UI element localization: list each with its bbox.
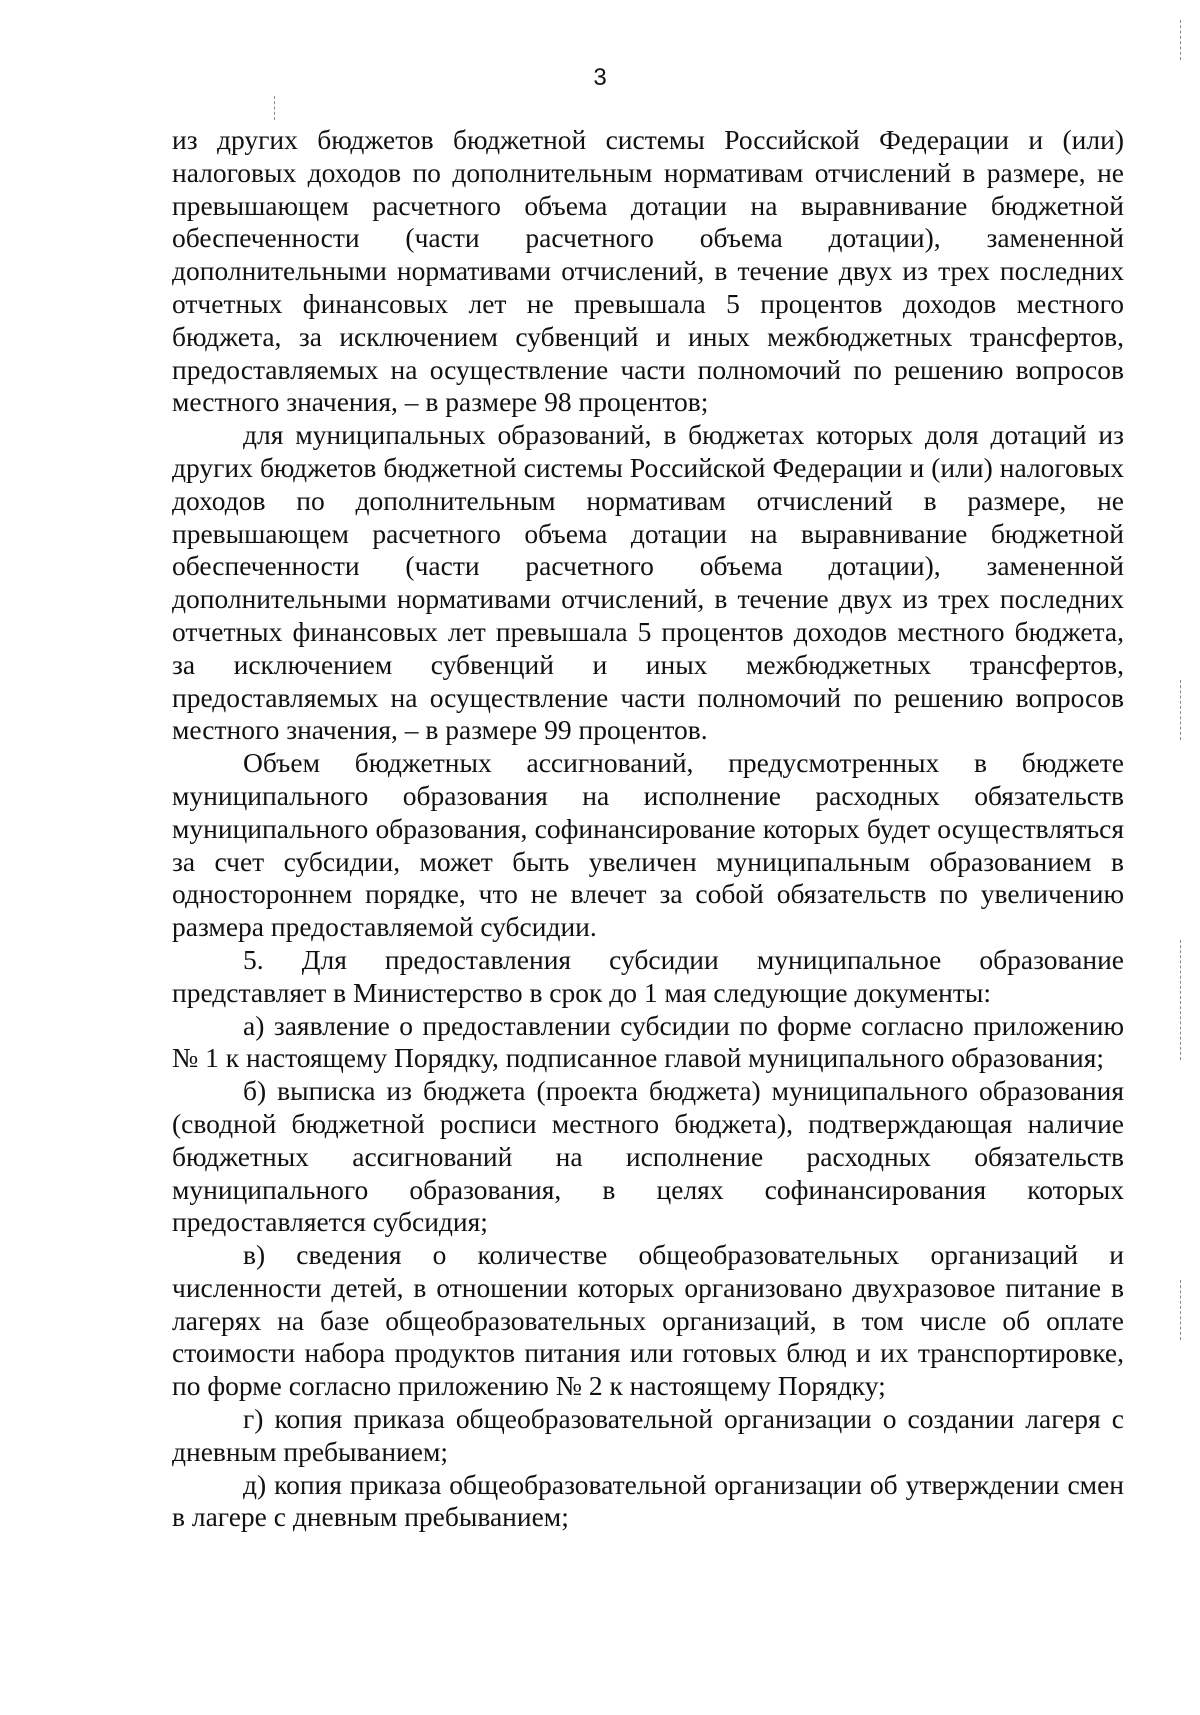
paragraph-continuation: из других бюджетов бюджетной системы Российской Федерации и (или) налоговых доходов по дополнительным нормативам отчислений в размере, не превышающем расчетного объема дотации на выравнивание бюджетной обеспеченности (части расчетного объема дотации), замененной дополнительными нормативами отчислений, в течение двух из трех последних отчетных финансовых лет не превышала 5 процентов доходов местного бюджета, за исключением субвенций и иных межбюджетных трансфертов, предоставляемых на осуществление части полномочий по решению вопросов местного значения, – в размере 98 процентов; <box>172 124 1124 418</box>
paragraph-item-a: а) заявление о предоставлении субсидии по форме согласно приложению № 1 к настоящему Порядку, подписанное главой муниципального образования; <box>172 1009 1124 1074</box>
paragraph-item-g: г) копия приказа общеобразовательной организации о создании лагеря с дневным пребыванием; <box>172 1403 1124 1467</box>
document-body <box>172 124 1124 1534</box>
paragraph-item-d: д) копия приказа общеобразовательной организации об утверждении смен в лагере с дневным пребыванием; <box>172 1468 1124 1533</box>
paragraph-budget-allocations: Объем бюджетных ассигнований, предусмотренных в бюджете муниципального образования на исполнение расходных обязательств муниципального образования, софинансирование которых будет осуществляться за счет субсидии, может быть увеличен муниципальным образованием в одностороннем порядке, что не влечет за собой обязательств по увеличению размера предоставляемой субсидии. <box>172 747 1124 943</box>
paragraph-99-percent: для муниципальных образований, в бюджетах которых доля дотаций из других бюджетов бюджетной системы Российской Федерации и (или) налоговых доходов по дополнительным нормативам отчислений в размере, не превышающем расчетного объема дотации на выравнивание бюджетной обеспеченности (части расчетного объема дотации), замененной дополнительными нормативами отчислений, в течение двух из трех последних отчетных финансовых лет превышала 5 процентов доходов местного бюджета, за исключением субвенций и иных межбюджетных трансфертов, предоставляемых на осуществление части полномочий по решению вопросов местного значения, – в размере 99 процентов. <box>172 419 1124 746</box>
page-number: 3 <box>593 64 607 91</box>
paragraph-item-b: б) выписка из бюджета (проекта бюджета) муниципального образования (сводной бюджетной росписи местного бюджета), подтверждающая наличие бюджетных ассигнований на исполнение расходных обязательств муниципального образования, в целях софинансирования которых предоставляется субсидия; <box>172 1075 1124 1238</box>
scan-artifact <box>1180 940 1181 1060</box>
paragraph-item-5: 5. Для предоставления субсидии муниципальное образование представляет в Министерство в срок до 1 мая следующие документы: <box>172 943 1124 1008</box>
paragraph-item-v: в) сведения о количестве общеобразовательных организаций и численности детей, в отношении которых организовано двухразовое питание в лагерях на базе общеобразовательных организаций, в том числе об оплате стоимости набора продуктов питания или готовых блюд и их транспортировке, по форме согласно приложению № 2 к настоящему Порядку; <box>172 1239 1124 1402</box>
scan-artifact <box>1180 20 1181 60</box>
scan-artifact <box>1180 680 1181 740</box>
scan-artifact <box>274 96 275 120</box>
scan-artifact <box>1180 1280 1181 1340</box>
